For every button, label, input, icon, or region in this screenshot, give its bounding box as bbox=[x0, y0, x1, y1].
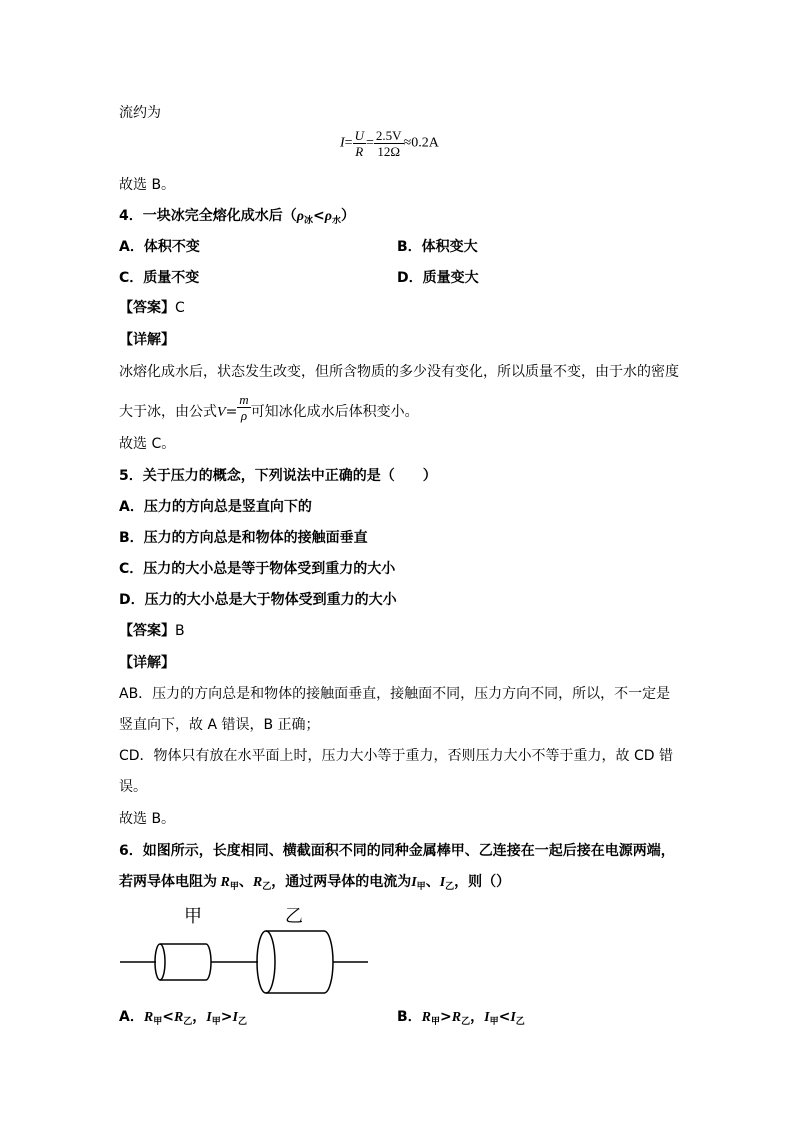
q5-detail-line-3: CD．物体只有放在水平面上时，压力大小等于重力，否则压力大小不等于重力，故 CD 错 bbox=[119, 748, 674, 764]
q4-detail-label: 【详解】 bbox=[119, 332, 175, 348]
q6-stem-line-2: 若两导体电阻为 $R_甲$、$R_乙$，通过两导体的电流为$I_甲$、$I_乙$，则（） bbox=[119, 874, 511, 892]
prev-conclusion: 故选 B。 bbox=[119, 177, 176, 193]
q6-option-a: A．$R_甲<R_乙$，$I_甲>I_乙$ bbox=[119, 1009, 247, 1027]
q5-option-d: D．压力的大小总是大于物体受到重力的大小 bbox=[119, 592, 397, 608]
label-yi: 乙 bbox=[285, 906, 303, 927]
q4-detail-line-1: 冰熔化成水后，状态发生改变，但所含物质的多少没有变化，所以质量不变，由于水的密度 bbox=[119, 364, 679, 380]
q5-detail-line-4: 误。 bbox=[119, 779, 147, 795]
q5-detail-line-1: AB．压力的方向总是和物体的接触面垂直，接触面不同，压力方向不同，所以，不一定是 bbox=[119, 686, 671, 702]
q4-answer: 【答案】C bbox=[119, 300, 185, 316]
q4-option-c: C．质量不变 bbox=[119, 270, 200, 286]
prev-intro: 流约为 bbox=[119, 105, 161, 121]
q4-detail-line-2: 大于冰，由公式V= $\frac{m}{\rho}$ 可知冰化成水后体积变小。 bbox=[119, 392, 419, 423]
conductor-diagram bbox=[118, 900, 378, 995]
q5-detail-label: 【详解】 bbox=[119, 655, 175, 671]
q4-option-d: D．质量变大 bbox=[397, 270, 479, 286]
q5-stem: 5．关于压力的概念，下列说法中正确的是（ ） bbox=[119, 468, 437, 484]
current-formula: I= $\frac{U}{R}$ = $\frac{2.5V}{12\Omega}$ ≈0.2A bbox=[340, 128, 439, 159]
q5-detail-line-2: 竖直向下，故 A 错误，B 正确； bbox=[119, 717, 320, 733]
q4-conclusion: 故选 C。 bbox=[119, 436, 176, 452]
label-jia: 甲 bbox=[184, 906, 202, 927]
q5-option-c: C．压力的大小总是等于物体受到重力的大小 bbox=[119, 561, 396, 577]
q6-option-b: B．$R_甲>R_乙$，$I_甲<I_乙$ bbox=[397, 1009, 525, 1027]
q4-stem: 4．一块冰完全熔化成水后$(\rho_冰<\rho_水)$ bbox=[119, 208, 355, 226]
conductor-yi bbox=[257, 931, 333, 993]
q5-conclusion: 故选 B。 bbox=[119, 811, 176, 827]
q6-stem-line-1: 6．如图所示，长度相同、横截面积不同的同种金属棒甲、乙连接在一起后接在电源两端， bbox=[119, 843, 675, 859]
q5-answer: 【答案】B bbox=[119, 623, 185, 639]
q4-option-b: B．体积变大 bbox=[397, 239, 478, 255]
q5-option-a: A．压力的方向总是竖直向下的 bbox=[119, 499, 312, 515]
q5-option-b: B．压力的方向总是和物体的接触面垂直 bbox=[119, 530, 368, 546]
q4-option-a: A．体积不变 bbox=[119, 239, 200, 255]
conductor-jia bbox=[155, 944, 211, 980]
